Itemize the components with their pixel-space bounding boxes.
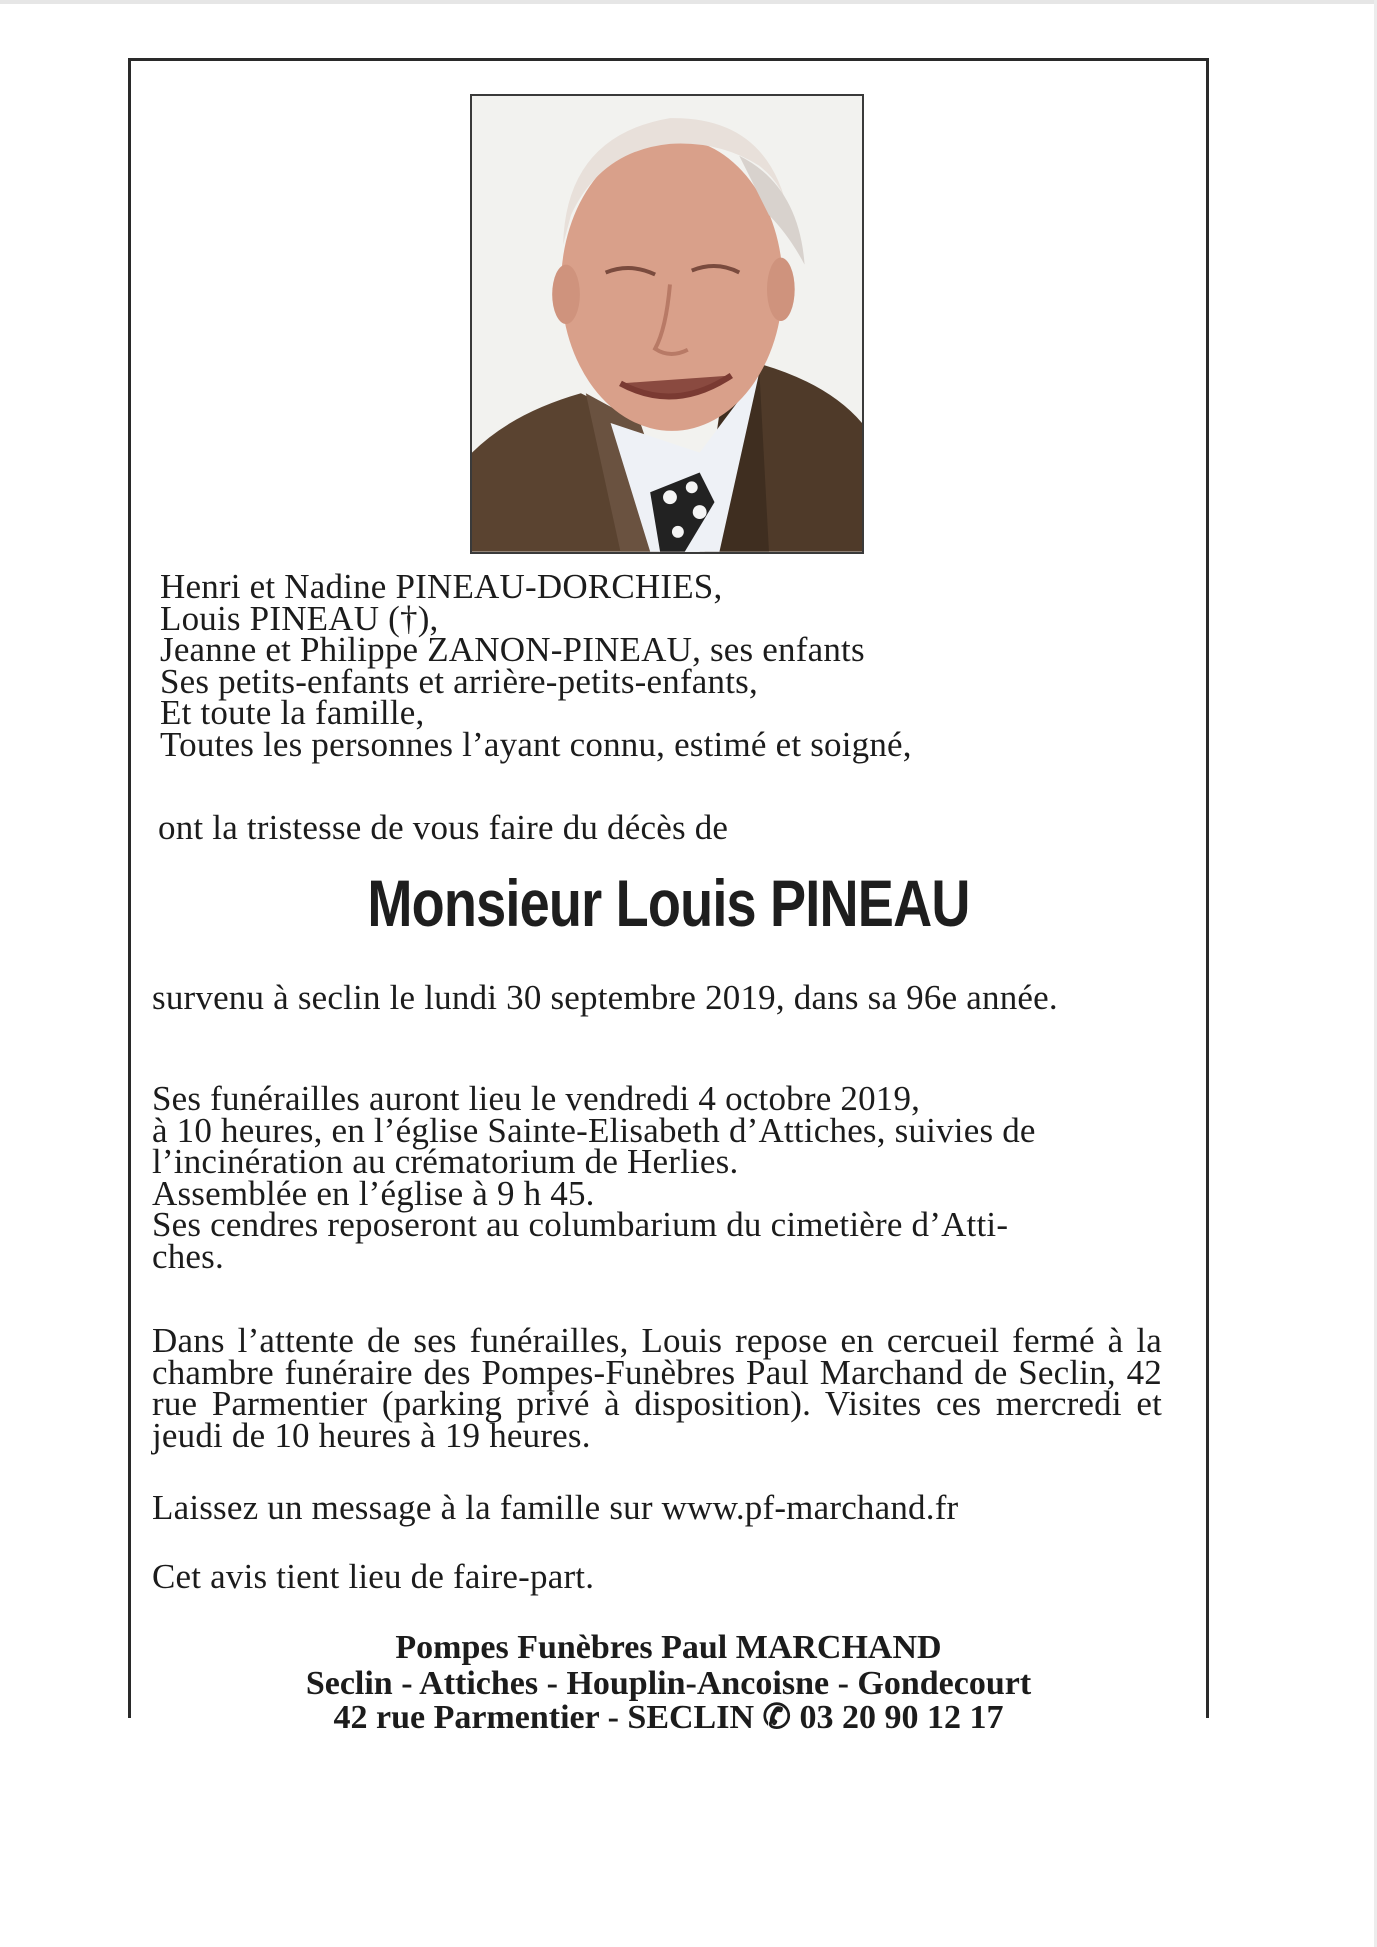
ear-left [552, 265, 580, 324]
portrait-illustration [472, 96, 862, 552]
tie-dot [693, 505, 707, 519]
funeral-line: Ses funérailles auront lieu le vendredi 4 octobre 2019, [152, 1079, 921, 1118]
funeral-line: ches. [152, 1236, 224, 1276]
family-list [160, 567, 1160, 764]
tie-dot [672, 526, 684, 538]
family-line: Toutes les personnes l’ayant connu, estimé et soigné, [160, 724, 912, 764]
intro-line: ont la tristesse de vous faire du décès de [158, 808, 729, 847]
funeral-home-address: 42 rue Parmentier - SECLIN ✆ 03 20 90 12 17 [333, 1699, 1004, 1736]
death-announcement: survenu à seclin le lundi 30 septembre 2019, dans sa 96e année. [152, 978, 1058, 1017]
scan-edge-top [0, 0, 1377, 4]
tie-dot [686, 481, 698, 493]
family-line: Ses petits-enfants et arrière-petits-enfants, [160, 661, 758, 701]
ear-right [767, 258, 795, 321]
deceased-name: Monsieur Louis PINEAU [367, 866, 970, 940]
funeral-home-towns: Seclin - Attiches - Houplin-Ancoisne - Gondecourt [305, 1665, 1032, 1702]
family-line: Jeanne et Philippe ZANON-PINEAU, ses enfants [160, 630, 865, 669]
funeral-line: l’incinération au crématorium de Herlies. [152, 1142, 739, 1181]
notice-line: Cet avis tient lieu de faire-part. [152, 1557, 595, 1596]
funeral-home-name: Pompes Funèbres Paul MARCHAND [395, 1629, 942, 1666]
family-line: Et toute la famille, [160, 693, 425, 732]
family-line: Henri et Nadine PINEAU-DORCHIES, [160, 567, 723, 606]
portrait-photo [470, 94, 864, 554]
funeral-line: Ses cendres reposeront au columbarium du cimetière d’Atti- [152, 1205, 1009, 1244]
funeral-line: Assemblée en l’église à 9 h 45. [152, 1173, 595, 1213]
family-line: Louis PINEAU (†), [160, 598, 439, 638]
funeral-details [152, 1079, 1162, 1276]
visit-details: Dans l’attente de ses funérailles, Louis repose en cercueil fermé à la chambre funéraire des Pompes-Funèbres Paul Marchand de Seclin, 42 rue Parmentier (parking privé à disposition). Visites ces mercredi et jeudi de 10 heures à 19 heures. [152, 1321, 1162, 1455]
funeral-home-address-clip [128, 1699, 1209, 1736]
message-line: Laissez un message à la famille sur www.pf-marchand.fr [152, 1488, 959, 1527]
tie-dot [663, 490, 677, 504]
funeral-line: à 10 heures, en l’église Sainte-Elisabeth d’Attiches, suivies de [152, 1110, 1036, 1150]
